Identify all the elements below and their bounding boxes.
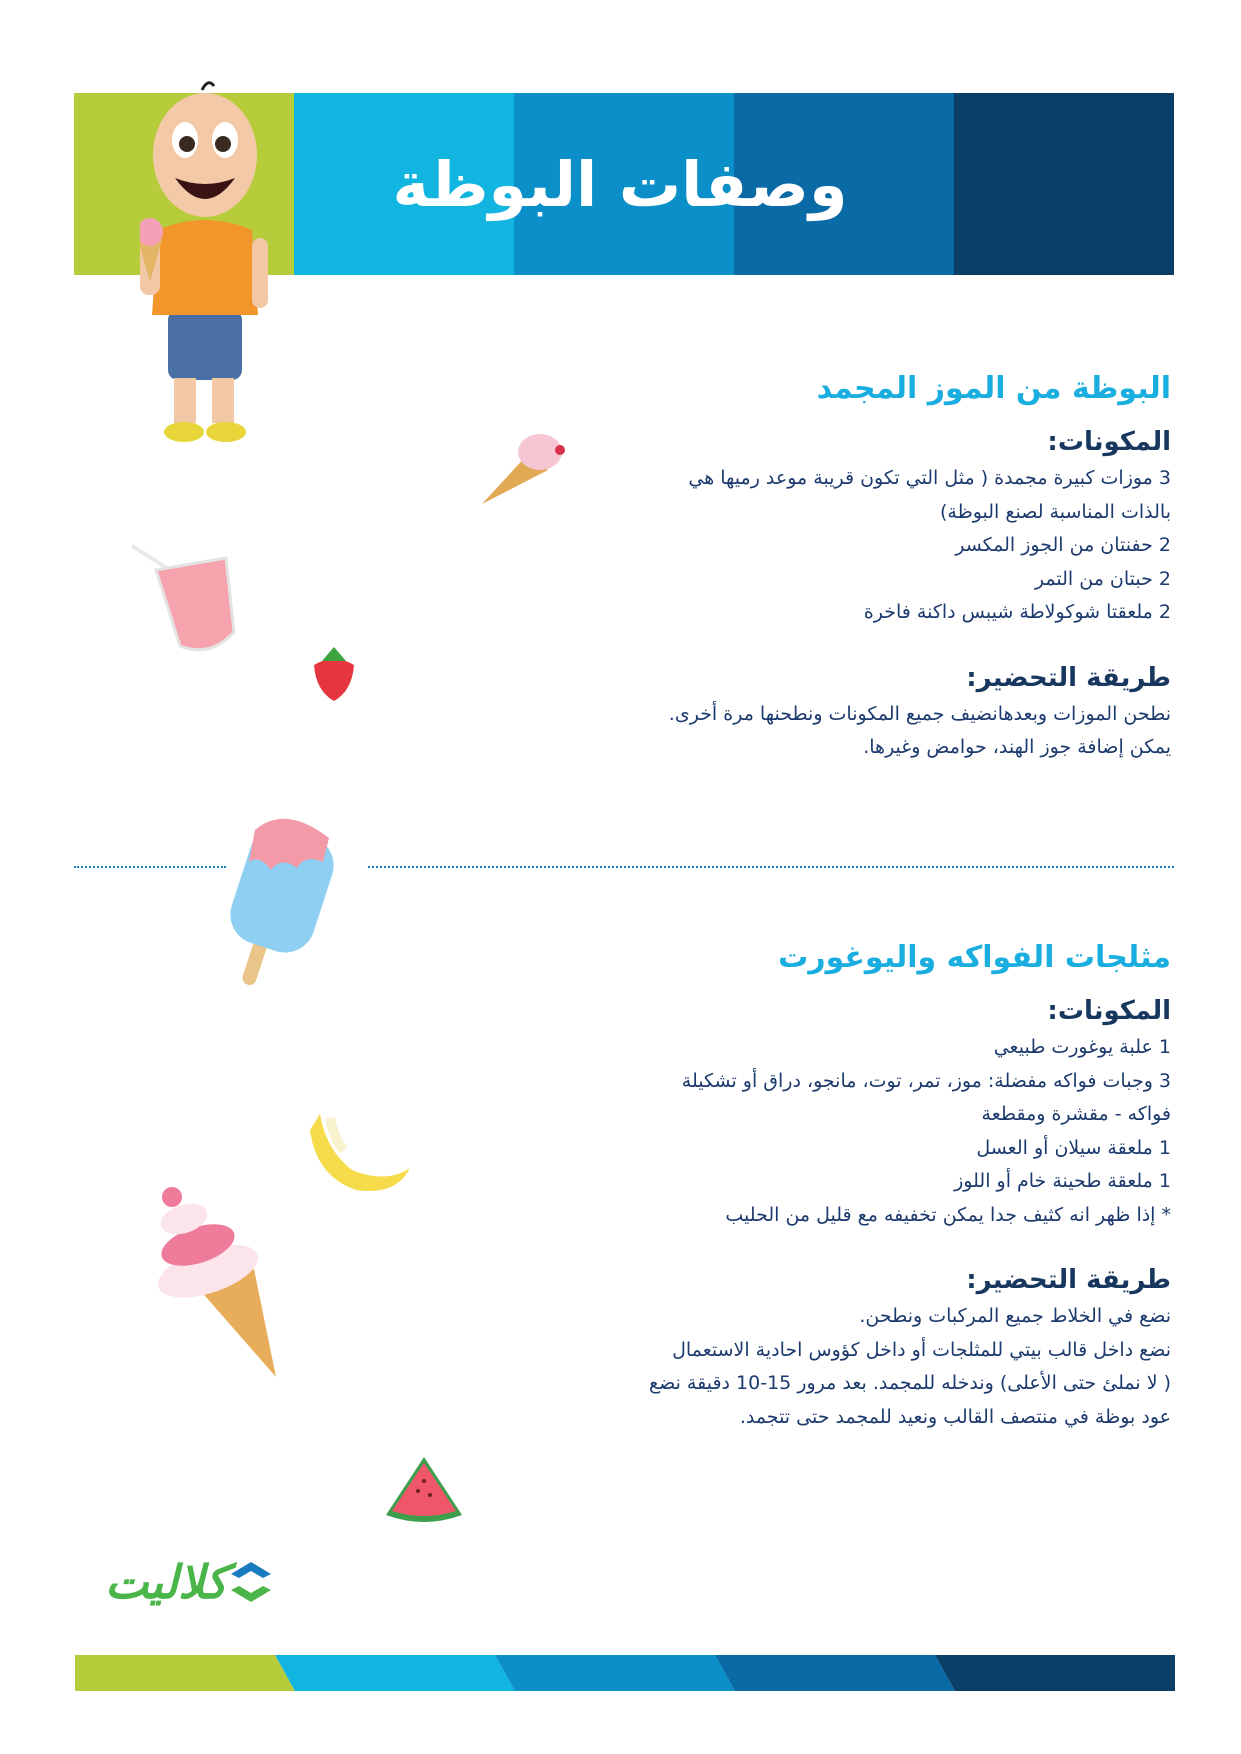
footer-segment-cyan — [275, 1655, 515, 1691]
header-segment-navy — [954, 93, 1174, 275]
clalit-logo — [105, 1555, 275, 1609]
ingredients-list — [491, 1031, 1171, 1232]
ingredient-line: 2 حبتان من التمر — [1034, 567, 1171, 590]
section-divider — [74, 866, 226, 868]
ingredient-note: * إذا ظهر انه كثيف جدا يمكن تخفيفه مع قليل من الحليب — [725, 1203, 1171, 1226]
recipe-fruit-yogurt-ice — [491, 935, 1171, 1434]
recipe-title: مثلجات الفواكه واليوغورت — [778, 940, 1171, 975]
page-title: وصفات البوظة — [392, 147, 848, 221]
ingredient-line: 3 وجبات فواكه مفضلة: موز، تمر، توت، مانجو، دراق أو تشكيلة — [681, 1069, 1171, 1092]
footer-segment-navy — [935, 1655, 1175, 1691]
popsicle-icon — [225, 810, 345, 988]
watermelon-slice-icon — [384, 1455, 464, 1523]
ingredients-list — [491, 462, 1171, 630]
method-line: نطحن الموزات وبعدهانضيف جميع المكونات ونطحنها مرة أخرى. — [668, 702, 1171, 725]
ingredient-line: 1 ملعقة سيلان أو العسل — [976, 1136, 1171, 1159]
ingredients-heading: المكونات: — [1047, 427, 1171, 457]
recipe-title: البوظة من الموز المجمد — [816, 371, 1171, 406]
banana-icon — [300, 1110, 418, 1202]
ingredient-line: 1 علبة يوغورت طبيعي — [993, 1036, 1171, 1058]
method-list — [491, 1300, 1171, 1434]
method-line: ( لا نملئ حتى الأعلى) وندخله للمجمد. بعد مرور 15-10 دقيقة نضع — [649, 1372, 1171, 1394]
footer-segment-deep-blue — [715, 1655, 955, 1691]
method-list — [491, 698, 1171, 765]
section-divider — [368, 866, 1174, 868]
strawberry-icon — [308, 645, 360, 703]
recipe-banana-ice-cream — [491, 366, 1171, 765]
logo-text: كلاليت — [105, 1555, 228, 1609]
clalit-chevron-icon — [227, 1560, 275, 1604]
method-heading: طريقة التحضير: — [966, 662, 1171, 693]
ingredient-line: فواكه - مقشرة ومقطعة — [981, 1103, 1171, 1125]
boy-mascot-illustration — [140, 60, 270, 450]
ingredient-line: 1 ملعقة طحينة خام أو اللوز — [954, 1170, 1171, 1192]
footer-segment-blue — [495, 1655, 735, 1691]
ingredient-line: 3 موزات كبيرة مجمدة ( مثل التي تكون قريبة موعد رميها هي — [688, 467, 1171, 489]
soft-serve-cone-icon — [150, 1185, 282, 1381]
method-line: نضع في الخلاط جميع المركبات ونطحن. — [859, 1305, 1171, 1327]
method-heading: طريقة التحضير: — [966, 1265, 1171, 1295]
method-line: يمكن إضافة جوز الهند، حوامض وغيرها. — [863, 736, 1171, 758]
ingredient-line: 2 ملعقتا شوكولاطة شيبس داكنة فاخرة — [863, 601, 1171, 623]
method-line: نضع داخل قالب بيتي للمثلجات أو داخل كؤوس احادية الاستعمال — [672, 1338, 1171, 1361]
ingredients-heading: المكونات: — [1047, 996, 1171, 1026]
method-line: عود بوظة في منتصف القالب ونعيد للمجمد حتى تتجمد. — [739, 1405, 1171, 1428]
ingredient-line: بالذات المناسبة لصنع البوظة) — [940, 500, 1171, 523]
ingredient-line: 2 حفنتان من الجوز المكسر — [955, 534, 1171, 556]
ice-cream-cone-icon — [478, 428, 570, 508]
smoothie-glass-icon — [128, 540, 250, 662]
footer-band — [75, 1655, 1175, 1691]
footer-segment-lime — [75, 1655, 295, 1691]
